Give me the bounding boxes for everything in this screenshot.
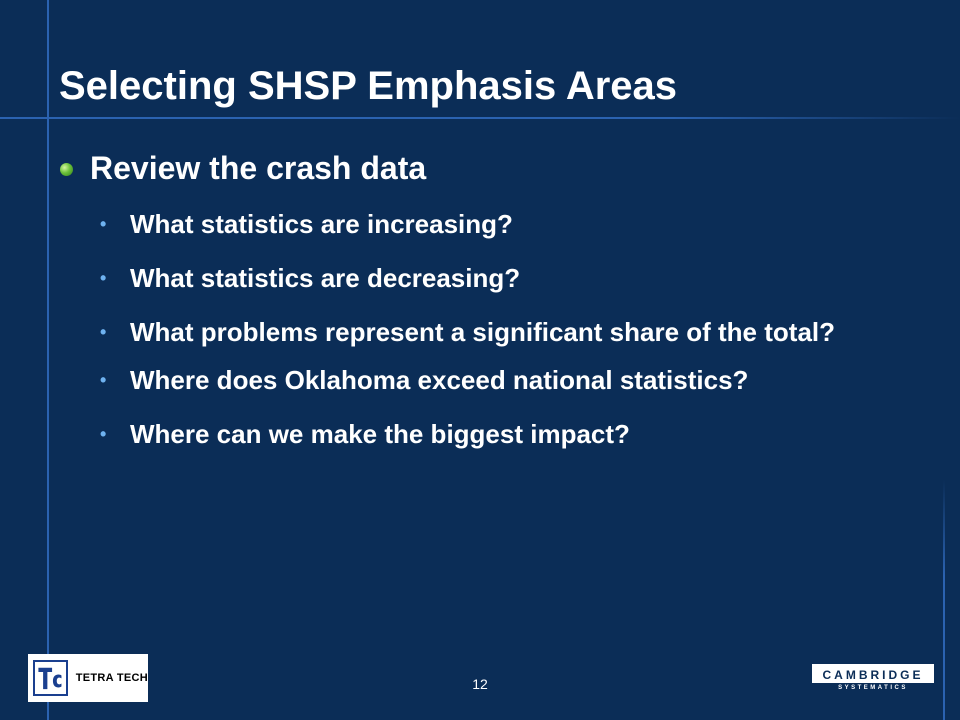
sub-bullet-text: What statistics are decreasing? <box>130 263 521 293</box>
sub-bullet-item <box>100 417 920 451</box>
sub-bullet-text: Where does Oklahoma exceed national statistics? <box>130 365 749 395</box>
sub-bullet-item <box>100 363 920 397</box>
systematics-text: SYSTEMATICS <box>812 683 934 694</box>
main-bullet-text: Review the crash data <box>90 150 427 186</box>
cambridge-systematics-logo <box>812 664 934 694</box>
tetra-tech-mark-icon <box>33 660 68 696</box>
bullet-dot-icon: • <box>100 370 107 390</box>
sub-bullet-text: What problems represent a significant share of the total? <box>130 317 836 347</box>
sub-bullet-text: What statistics are increasing? <box>130 209 513 239</box>
slide-title: Selecting SHSP Emphasis Areas <box>59 64 678 108</box>
green-bullet-icon <box>60 163 73 176</box>
page-number: 12 <box>472 676 488 692</box>
bullet-dot-icon: • <box>100 214 107 234</box>
tetra-tech-text: TETRA TECH <box>75 672 148 684</box>
bullet-dot-icon: • <box>100 268 107 288</box>
sub-bullet-list <box>100 207 920 471</box>
main-bullet <box>60 150 426 186</box>
sub-bullet-item <box>100 261 920 295</box>
right-guide-line <box>943 480 945 720</box>
sub-bullet-text: Where can we make the biggest impact? <box>130 419 630 449</box>
sub-bullet-item <box>100 315 920 349</box>
title-underline <box>0 117 960 119</box>
tetra-tech-logo <box>28 654 148 702</box>
bullet-dot-icon: • <box>100 424 107 444</box>
left-guide-line <box>47 0 49 720</box>
sub-bullet-item <box>100 207 920 241</box>
bullet-dot-icon: • <box>100 322 107 342</box>
cambridge-text: CAMBRIDGE <box>822 668 924 682</box>
